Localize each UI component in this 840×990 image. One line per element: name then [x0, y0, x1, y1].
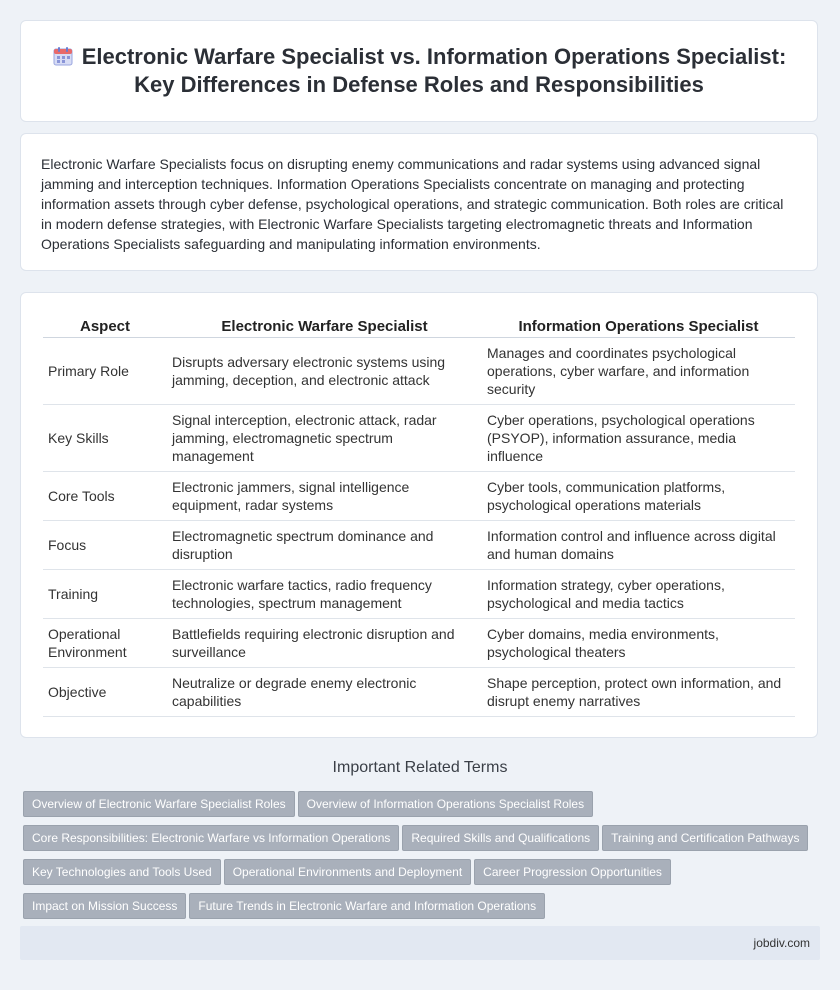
related-term-tag[interactable]: Key Technologies and Tools Used [23, 859, 221, 885]
page-title-text: Electronic Warfare Specialist vs. Information Operations Specialist: Key Differences in Defense Roles and Responsibilities [81, 44, 787, 97]
cell-aspect: Training [43, 570, 167, 619]
title-card [20, 20, 818, 122]
related-terms-title: Important Related Terms [332, 759, 508, 776]
table-row [43, 668, 795, 717]
table-row [43, 521, 795, 570]
cell-ew: Disrupts adversary electronic systems using jamming, deception, and electronic attack [167, 338, 482, 405]
cell-aspect: Objective [43, 668, 167, 717]
comparison-table [43, 313, 795, 717]
table-row [43, 405, 795, 472]
related-term-tag[interactable]: Operational Environments and Deployment [224, 859, 471, 885]
related-term-tag[interactable]: Impact on Mission Success [23, 893, 186, 919]
footer [20, 926, 820, 960]
cell-aspect: Primary Role [43, 338, 167, 405]
related-term-tag[interactable]: Future Trends in Electronic Warfare and Information Operations [189, 893, 545, 919]
table-header-row [43, 313, 795, 338]
comparison-card [20, 292, 818, 738]
related-term-tag[interactable]: Overview of Electronic Warfare Specialist Roles [23, 791, 295, 817]
calendar-icon [52, 45, 74, 67]
cell-aspect: Operational Environment [43, 619, 167, 668]
cell-io: Manages and coordinates psychological operations, cyber warfare, and information security [482, 338, 795, 405]
related-term-tag[interactable]: Required Skills and Qualifications [402, 825, 599, 851]
related-terms-list [23, 791, 823, 927]
cell-ew: Electronic warfare tactics, radio frequency technologies, spectrum management [167, 570, 482, 619]
related-term-tag[interactable]: Overview of Information Operations Specialist Roles [298, 791, 593, 817]
cell-ew: Battlefields requiring electronic disruption and surveillance [167, 619, 482, 668]
header-io: Information Operations Specialist [482, 313, 795, 338]
cell-io: Cyber domains, media environments, psychological theaters [482, 619, 795, 668]
related-term-tag[interactable]: Core Responsibilities: Electronic Warfare vs Information Operations [23, 825, 399, 851]
cell-aspect: Core Tools [43, 472, 167, 521]
table-row [43, 619, 795, 668]
related-term-tag[interactable]: Career Progression Opportunities [474, 859, 671, 885]
cell-ew: Electronic jammers, signal intelligence equipment, radar systems [167, 472, 482, 521]
cell-ew: Electromagnetic spectrum dominance and disruption [167, 521, 482, 570]
table-row [43, 338, 795, 405]
cell-io: Information strategy, cyber operations, psychological and media tactics [482, 570, 795, 619]
intro-paragraph: Electronic Warfare Specialists focus on disrupting enemy communications and radar systems using advanced signal jamming and interception techniques. Information Operations Specialists concentrate on managing and protecting information assets through cyber defense, psychological operations, and strategic communication. Both roles are critical in modern defense strategies, with Electronic Warfare Specialists targeting electromagnetic threats and Information Operations Specialists safeguarding and manipulating information environments. [41, 156, 784, 252]
table-row [43, 472, 795, 521]
cell-io: Cyber tools, communication platforms, psychological operations materials [482, 472, 795, 521]
related-term-tag[interactable]: Training and Certification Pathways [602, 825, 808, 851]
cell-ew: Neutralize or degrade enemy electronic capabilities [167, 668, 482, 717]
cell-io: Cyber operations, psychological operations (PSYOP), information assurance, media influence [482, 405, 795, 472]
header-aspect: Aspect [43, 313, 167, 338]
footer-site-link[interactable]: jobdiv.com [753, 936, 810, 950]
header-ew: Electronic Warfare Specialist [167, 313, 482, 338]
intro-card [20, 133, 818, 271]
cell-io: Information control and influence across digital and human domains [482, 521, 795, 570]
page-title [21, 43, 817, 99]
cell-aspect: Focus [43, 521, 167, 570]
cell-io: Shape perception, protect own information, and disrupt enemy narratives [482, 668, 795, 717]
cell-aspect: Key Skills [43, 405, 167, 472]
table-row [43, 570, 795, 619]
cell-ew: Signal interception, electronic attack, radar jamming, electromagnetic spectrum management [167, 405, 482, 472]
